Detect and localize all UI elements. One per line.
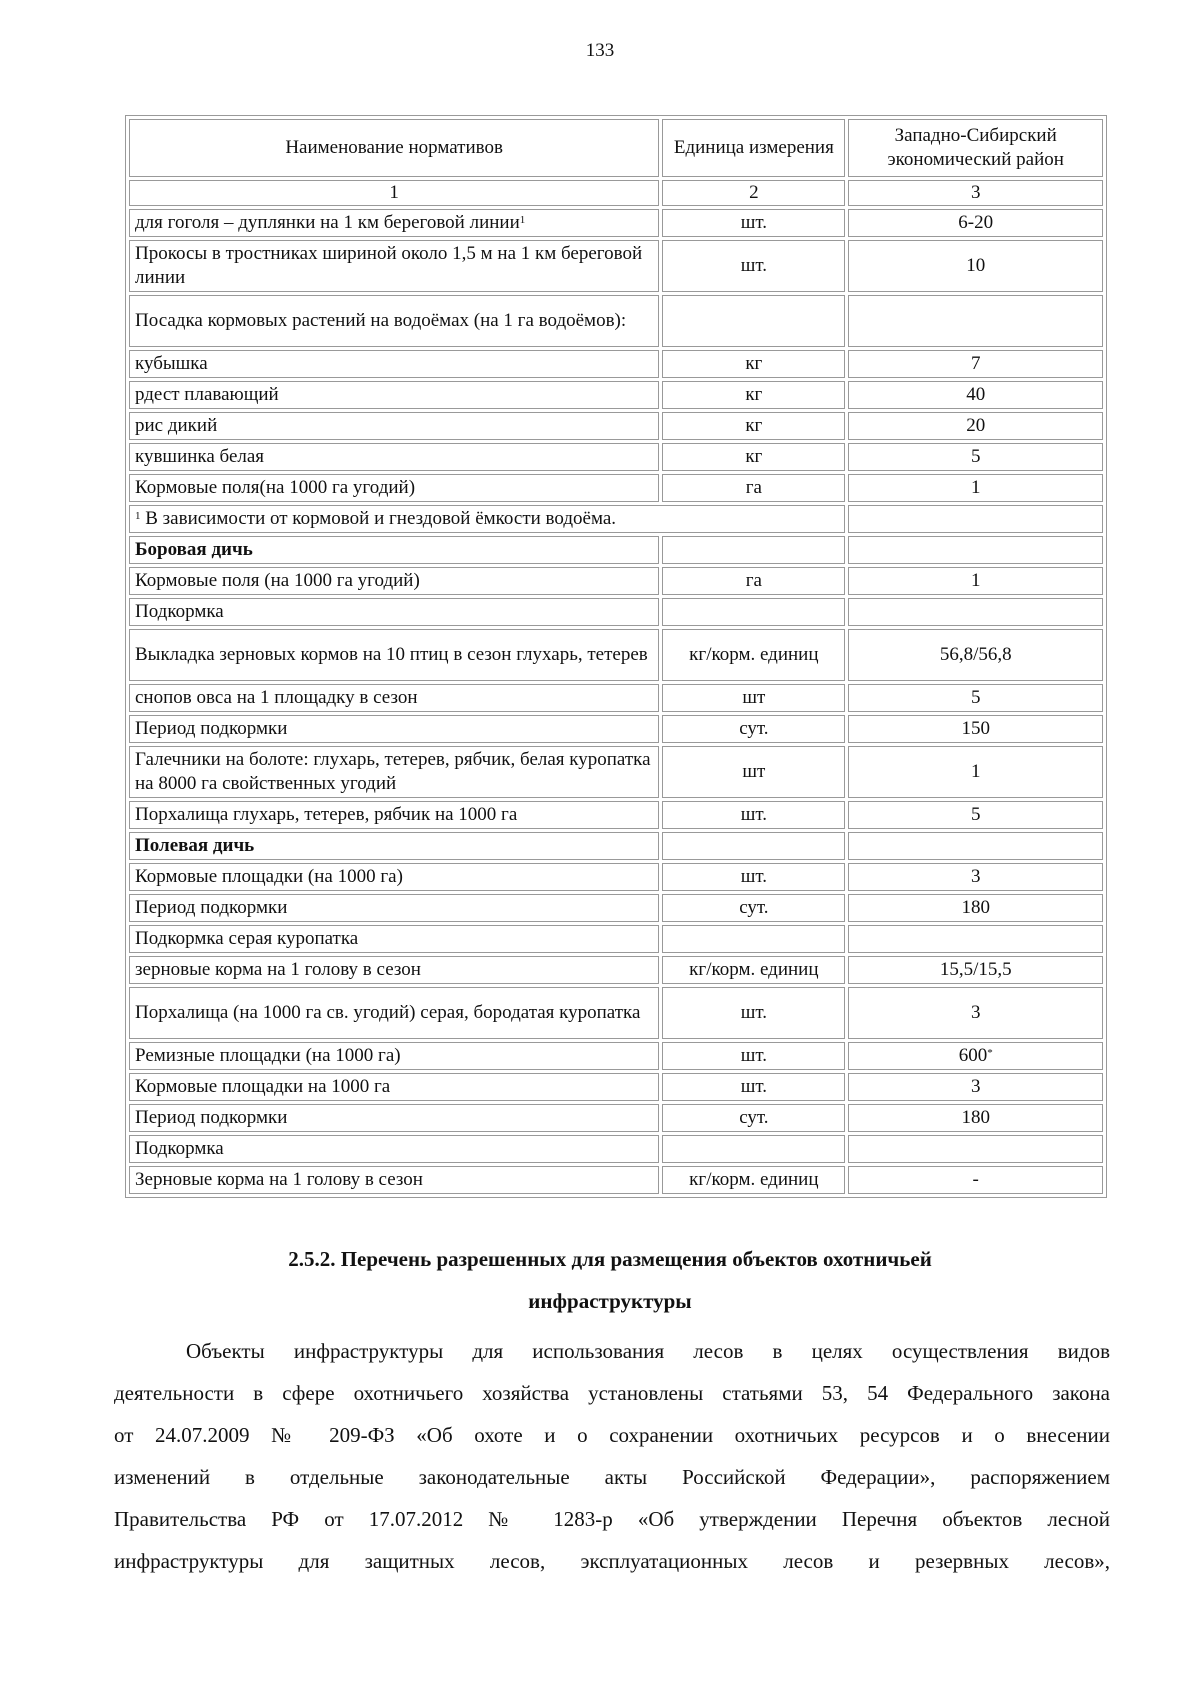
row-name: Посадка кормовых растений на водоёмах (на 1 га водоёмов): xyxy=(135,310,627,331)
row-name-cell xyxy=(129,240,659,292)
row-unit-cell: шт xyxy=(662,684,845,712)
row-name-cell xyxy=(129,350,659,378)
row-value-cell xyxy=(848,746,1103,798)
header-cell-unit: Единица измерения xyxy=(662,119,845,177)
row-unit-cell: га xyxy=(662,474,845,502)
norms-table xyxy=(125,115,1107,1198)
row-name: Прокосы в тростниках шириной около 1,5 м на 1 км береговой линии xyxy=(135,243,643,288)
row-value-cell xyxy=(848,474,1103,502)
row-value-cell xyxy=(848,505,1103,533)
row-name: Кормовые поля(на 1000 га угодий) xyxy=(135,477,416,498)
section-heading xyxy=(110,1238,1110,1322)
row-name-cell xyxy=(129,832,659,860)
paragraph-line: деятельности в сфере охотничьего хозяйства установлены статьями 53, 54 Федерального закона xyxy=(114,1381,1110,1405)
row-unit-cell: кг xyxy=(662,412,845,440)
row-name-cell xyxy=(129,801,659,829)
row-name: для гоголя – дуплянки на 1 км береговой линии xyxy=(135,212,520,233)
row-unit-cell: шт. xyxy=(662,209,845,237)
row-value-cell xyxy=(848,629,1103,681)
table-row xyxy=(129,295,1103,347)
row-unit-cell xyxy=(662,1135,845,1163)
row-name-cell xyxy=(129,567,659,595)
row-value-cell xyxy=(848,350,1103,378)
row-unit-cell: шт xyxy=(662,746,845,798)
row-name-cell xyxy=(129,1042,659,1070)
section-heading-line: инфраструктуры xyxy=(528,1289,692,1313)
table-row xyxy=(129,350,1103,378)
row-value: 1 xyxy=(970,570,981,591)
row-unit-cell: шт. xyxy=(662,801,845,829)
row-value-cell xyxy=(848,412,1103,440)
row-name: Кормовые площадки (на 1000 га) xyxy=(135,866,403,887)
row-value-cell xyxy=(848,443,1103,471)
row-name: Боровая дичь xyxy=(135,539,253,560)
column-number-3: 3 xyxy=(848,180,1103,206)
row-name: Полевая дичь xyxy=(135,835,255,856)
row-name: кувшинка белая xyxy=(135,446,265,467)
row-unit-cell: шт. xyxy=(662,987,845,1039)
row-name-cell xyxy=(129,925,659,953)
table-row xyxy=(129,894,1103,922)
table-row xyxy=(129,209,1103,237)
row-name-cell xyxy=(129,894,659,922)
row-value: 5 xyxy=(970,446,981,467)
row-unit-cell: кг/корм. единиц xyxy=(662,956,845,984)
row-value: 3 xyxy=(970,866,981,887)
row-value-cell xyxy=(848,684,1103,712)
paragraph-line: изменений в отдельные законодательные акты Российской Федерации», распоряжением xyxy=(114,1465,1110,1489)
row-unit-cell: шт. xyxy=(662,1073,845,1101)
row-value-cell xyxy=(848,1166,1103,1194)
row-name-cell xyxy=(129,715,659,743)
row-name-cell xyxy=(129,536,659,564)
row-value-cell xyxy=(848,536,1103,564)
row-value: - xyxy=(972,1169,979,1190)
row-unit-cell: кг xyxy=(662,381,845,409)
table-row xyxy=(129,925,1103,953)
row-name: рдест плавающий xyxy=(135,384,279,405)
row-name-cell xyxy=(129,1073,659,1101)
row-value-cell xyxy=(848,240,1103,292)
table-row xyxy=(129,474,1103,502)
row-value-cell xyxy=(848,1042,1103,1070)
row-name-cell xyxy=(129,1135,659,1163)
column-number-row xyxy=(129,180,1103,206)
header-cell-name: Наименование нормативов xyxy=(129,119,659,177)
table-row xyxy=(129,801,1103,829)
row-value-cell xyxy=(848,801,1103,829)
table-row xyxy=(129,629,1103,681)
table-row xyxy=(129,1166,1103,1194)
row-name-cell xyxy=(129,1104,659,1132)
table-row xyxy=(129,1104,1103,1132)
row-name: Порхалища глухарь, тетерев, рябчик на 1000 га xyxy=(135,804,518,825)
row-value: 3 xyxy=(970,1076,981,1097)
table-row xyxy=(129,863,1103,891)
row-unit-cell xyxy=(662,295,845,347)
row-value: 600 xyxy=(958,1045,988,1066)
row-unit-cell: шт. xyxy=(662,1042,845,1070)
table-row xyxy=(129,443,1103,471)
row-unit-cell xyxy=(662,598,845,626)
table-row xyxy=(129,746,1103,798)
row-value: 10 xyxy=(966,255,986,276)
row-unit-cell: сут. xyxy=(662,715,845,743)
row-value: 15,5/15,5 xyxy=(939,959,1012,980)
table-section-row xyxy=(129,832,1103,860)
row-value: 1 xyxy=(970,761,981,782)
table-row xyxy=(129,956,1103,984)
table-row xyxy=(129,240,1103,292)
row-unit-cell: кг xyxy=(662,350,845,378)
body-paragraph xyxy=(114,1330,1110,1582)
row-name: В зависимости от кормовой и гнездовой ёмкости водоёма. xyxy=(145,508,617,529)
row-value-cell xyxy=(848,295,1103,347)
row-name: рис дикий xyxy=(135,415,218,436)
row-value: 180 xyxy=(961,1107,990,1128)
row-value: 180 xyxy=(961,897,990,918)
row-unit-cell: га xyxy=(662,567,845,595)
row-name: зерновые корма на 1 голову в сезон xyxy=(135,959,421,980)
column-number-2: 2 xyxy=(662,180,845,206)
row-name-cell xyxy=(129,443,659,471)
row-name-cell xyxy=(129,956,659,984)
row-value-cell xyxy=(848,715,1103,743)
table-row xyxy=(129,715,1103,743)
row-value-cell xyxy=(848,894,1103,922)
row-value-cell xyxy=(848,567,1103,595)
row-value-cell xyxy=(848,1073,1103,1101)
row-name: Выкладка зерновых кормов на 10 птиц в сезон глухарь, тетерев xyxy=(135,644,648,665)
row-unit-cell xyxy=(662,832,845,860)
row-name-cell xyxy=(129,684,659,712)
row-value-cell xyxy=(848,925,1103,953)
row-value-cell xyxy=(848,209,1103,237)
row-name: Подкормка серая куропатка xyxy=(135,928,359,949)
table-header-row xyxy=(129,119,1103,177)
row-name: Подкормка xyxy=(135,1138,224,1159)
paragraph-line: от 24.07.2009 № 209-ФЗ «Об охоте и о сохранении охотничьих ресурсов и о внесении xyxy=(114,1423,1110,1447)
table-row xyxy=(129,412,1103,440)
table-row xyxy=(129,381,1103,409)
row-value: 5 xyxy=(970,687,981,708)
row-unit-cell: кг/корм. единиц xyxy=(662,629,845,681)
row-name-cell xyxy=(129,987,659,1039)
row-unit-cell: кг/корм. единиц xyxy=(662,1166,845,1194)
paragraph-line: Объекты инфраструктуры для использования лесов в целях осуществления видов xyxy=(186,1339,1110,1363)
row-value: 40 xyxy=(966,384,986,405)
row-value-cell xyxy=(848,1104,1103,1132)
column-number-1: 1 xyxy=(129,180,659,206)
row-value-cell xyxy=(848,598,1103,626)
row-value-cell xyxy=(848,1135,1103,1163)
footnote-marker: 1 xyxy=(135,510,141,522)
row-value: 5 xyxy=(970,804,981,825)
footnote-marker: 1 xyxy=(519,214,526,226)
row-unit-cell: сут. xyxy=(662,1104,845,1132)
table-section-row xyxy=(129,536,1103,564)
table-row xyxy=(129,1135,1103,1163)
header-cell-region: Западно-Сибирский экономический район xyxy=(848,119,1103,177)
row-name: Подкормка xyxy=(135,601,224,622)
row-unit-cell: сут. xyxy=(662,894,845,922)
table-row xyxy=(129,598,1103,626)
value-footnote-marker: * xyxy=(987,1047,993,1059)
row-name-cell xyxy=(129,381,659,409)
table-footnote-row xyxy=(129,505,1103,533)
row-unit-cell xyxy=(662,536,845,564)
row-name: Период подкормки xyxy=(135,1107,288,1128)
row-value: 56,8/56,8 xyxy=(939,644,1012,665)
table-row xyxy=(129,567,1103,595)
table-row xyxy=(129,684,1103,712)
row-name: кубышка xyxy=(135,353,208,374)
page-number: 133 xyxy=(585,40,615,61)
table-row xyxy=(129,1073,1103,1101)
row-name-cell xyxy=(129,629,659,681)
row-name: снопов овса на 1 площадку в сезон xyxy=(135,687,418,708)
row-value: 3 xyxy=(970,1002,981,1023)
row-value-cell xyxy=(848,863,1103,891)
row-name-cell xyxy=(129,209,659,237)
row-name: Период подкормки xyxy=(135,897,288,918)
row-name: Галечники на болоте: глухарь, тетерев, рябчик, белая куропатка на 8000 га свойственных угодий xyxy=(135,749,651,794)
row-name-cell xyxy=(129,746,659,798)
row-name: Зерновые корма на 1 голову в сезон xyxy=(135,1169,423,1190)
row-value-cell xyxy=(848,956,1103,984)
table-row xyxy=(129,987,1103,1039)
row-unit-cell xyxy=(662,925,845,953)
row-name-cell xyxy=(129,474,659,502)
row-unit-cell: кг xyxy=(662,443,845,471)
row-name: Кормовые площадки на 1000 га xyxy=(135,1076,391,1097)
row-name-cell xyxy=(129,295,659,347)
row-name: Ремизные площадки (на 1000 га) xyxy=(135,1045,401,1066)
table-row xyxy=(129,1042,1103,1070)
row-name: Кормовые поля (на 1000 га угодий) xyxy=(135,570,420,591)
row-value: 7 xyxy=(970,353,981,374)
section-heading-line: 2.5.2. Перечень разрешенных для размещения объектов охотничьей xyxy=(288,1247,932,1271)
row-value: 20 xyxy=(966,415,986,436)
paragraph-line: Правительства РФ от 17.07.2012 № 1283-р «Об утверждении Перечня объектов лесной xyxy=(114,1507,1110,1531)
row-name-cell xyxy=(129,1166,659,1194)
row-name-cell xyxy=(129,863,659,891)
row-value: 6-20 xyxy=(958,212,994,233)
row-value-cell xyxy=(848,987,1103,1039)
row-value-cell xyxy=(848,381,1103,409)
row-name: Период подкормки xyxy=(135,718,288,739)
row-value-cell xyxy=(848,832,1103,860)
row-name: Порхалища (на 1000 га св. угодий) серая, бородатая куропатка xyxy=(135,1002,641,1023)
row-unit-cell: шт. xyxy=(662,240,845,292)
row-name-cell xyxy=(129,412,659,440)
row-value: 150 xyxy=(961,718,990,739)
row-unit-cell: шт. xyxy=(662,863,845,891)
paragraph-line: инфраструктуры для защитных лесов, эксплуатационных лесов и резервных лесов», xyxy=(114,1549,1110,1573)
row-name-cell xyxy=(129,598,659,626)
row-name-cell xyxy=(129,505,845,533)
row-value: 1 xyxy=(970,477,981,498)
